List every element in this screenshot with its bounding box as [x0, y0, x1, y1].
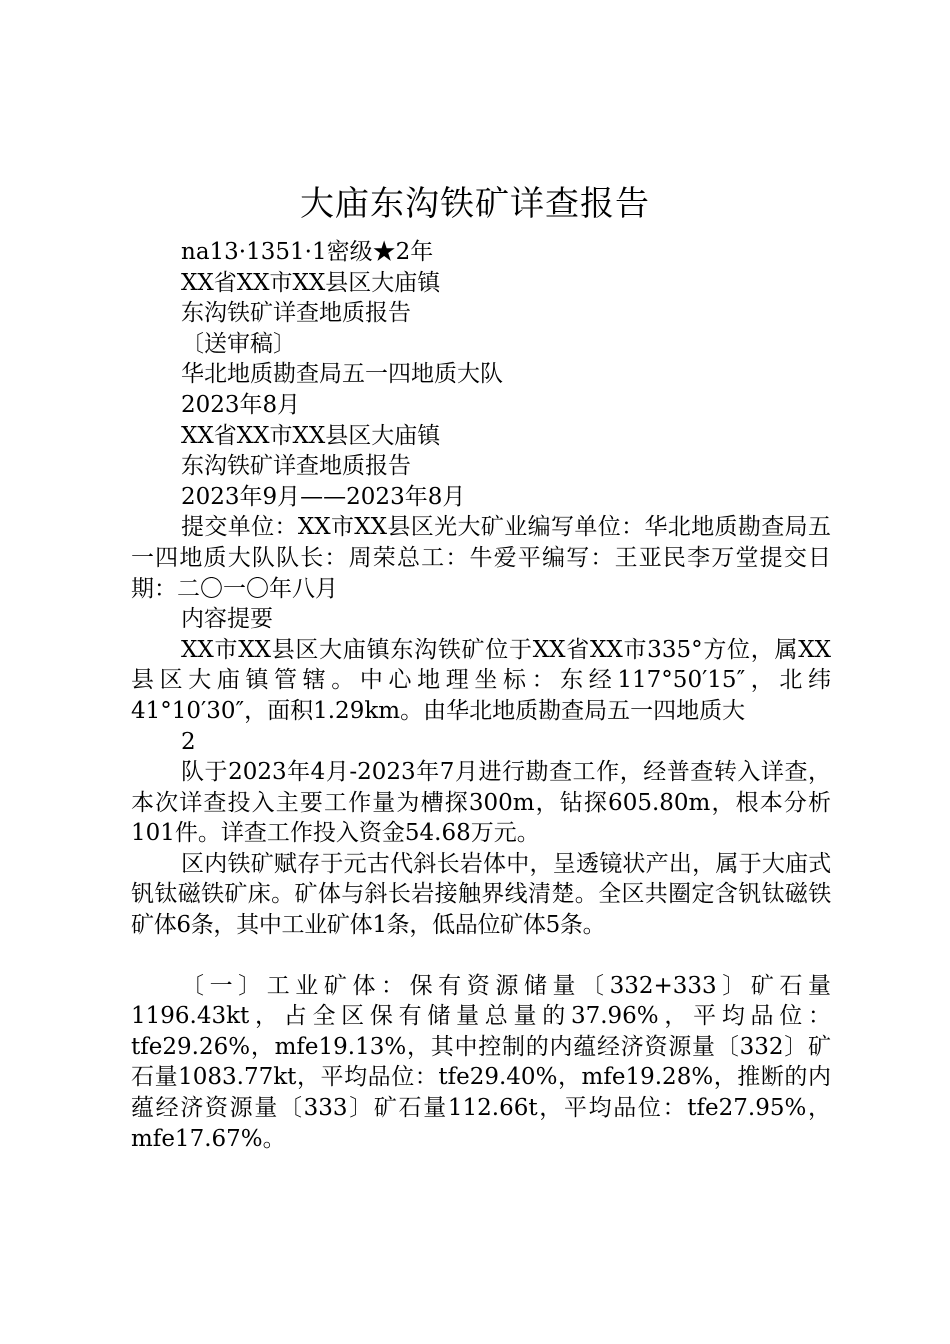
report-title-line-repeat: 东沟铁矿详查地质报告	[181, 453, 411, 480]
exploration-paragraph: 队于2023年4月-2023年7月进行勘查工作，经普查转入详查，本次详查投入主要工作量为槽探300m，钻探605.80m，根本分析101件。详查工作投入资金54.68万元。	[131, 759, 831, 847]
report-date-line: 2023年8月	[181, 391, 301, 418]
work-period-line: 2023年9月——2023年8月	[181, 483, 466, 510]
document-title: 大庙东沟铁矿详查报告	[300, 184, 650, 224]
submission-paragraph: 提交单位：XX市XX县区光大矿业编写单位：华北地质勘查局五一四地质大队队长：周荣总工：牛爱平编写：王亚民李万堂提交日期：二〇一〇年八月	[131, 514, 831, 602]
draft-status-line: 〔送审稿〕	[181, 330, 296, 357]
paragraph-gap	[131, 941, 831, 971]
abstract-heading: 内容提要	[181, 606, 273, 633]
classification-line: na13·1351·1密级★2年	[181, 239, 434, 265]
ore-body-paragraph: 区内铁矿赋存于元古代斜长岩体中，呈透镜状产出，属于大庙式钒钛磁铁矿床。矿体与斜长岩接触界线清楚。全区共圈定含钒钛磁铁矿体6条，其中工业矿体1条，低品位矿体5条。	[131, 850, 831, 939]
location-line: XX省XX市XX县区大庙镇	[181, 269, 441, 296]
page-number: 2	[181, 728, 196, 755]
report-title-line: 东沟铁矿详查地质报告	[181, 300, 411, 327]
industrial-ore-paragraph: 〔一〕工业矿体：保有资源储量〔332+333〕矿石量1196.43kt，占全区保有储量总量的37.96%，平均品位：tfe29.26%，mfe19.13%，其中控制的内蕴经济资源量〔332〕矿石量1083.77kt，平均品位：tfe29.40%，mfe19.28%，推断的内蕴经济资源量〔333〕矿石量112.66t，平均品位：tfe27.95%，mfe17.67%。	[131, 972, 831, 1152]
organization-line: 华北地质勘查局五一四地质大队	[181, 361, 503, 388]
abstract-paragraph: XX市XX县区大庙镇东沟铁矿位于XX省XX市335°方位，属XX县区大庙镇管辖。中心地理坐标：东经117°50′15″，北纬41°10′30″，面积1.29km。由华北地质勘查局五一四地质大	[131, 636, 831, 724]
document-body	[131, 237, 831, 1154]
location-line-repeat: XX省XX市XX县区大庙镇	[181, 422, 441, 449]
